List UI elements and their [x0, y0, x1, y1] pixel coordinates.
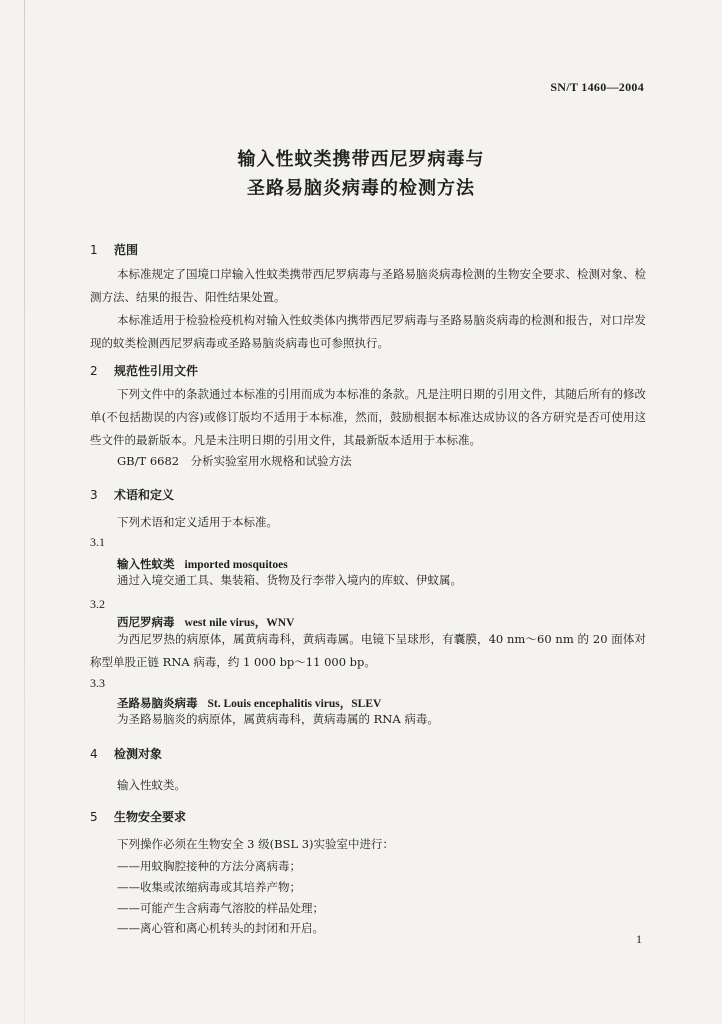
section-2-reference: GB/T 6682 分析实验室用水规格和试验方法	[117, 454, 352, 468]
title-line-1: 输入性蚊类携带西尼罗病毒与	[237, 149, 485, 170]
section-2-heading	[90, 362, 198, 379]
section-3-title: 术语和定义	[114, 488, 175, 502]
section-2-paragraph-1: 下列文件中的条款通过本标准的引用而成为本标准的条款。凡是注明日期的引用文件，其随后所有的修改单(不包括勘误的内容)或修订版均不适用于本标准，然而，鼓励根据本标准达成协议的各方研究是否可使用这些文件的最新版本。凡是未注明日期的引用文件，其最新版本适用于本标准。	[90, 387, 646, 447]
section-5-heading	[90, 808, 186, 825]
section-1-paragraph-2: 本标准适用于检验检疫机构对输入性蚊类体内携带西尼罗病毒与圣路易脑炎病毒的检测和报告，对口岸发现的蚊类检测西尼罗病毒或圣路易脑炎病毒也可参照执行。	[90, 313, 646, 350]
term-3-2-number: 3.2	[90, 597, 105, 611]
section-5-intro: 下列操作必须在生物安全 3 级(BSL 3)实验室中进行：	[117, 837, 395, 851]
section-2-number: 2	[90, 364, 98, 378]
term-3-2-cn: 西尼罗病毒	[117, 615, 175, 629]
section-4-heading	[90, 745, 162, 762]
section-2-title: 规范性引用文件	[114, 364, 199, 378]
term-3-3-cn: 圣路易脑炎病毒	[117, 696, 198, 710]
term-3-1-number: 3.1	[90, 535, 105, 549]
section-3-heading	[90, 486, 174, 503]
section-4-title: 检测对象	[114, 747, 163, 761]
page-number: 1	[636, 932, 642, 946]
section-1-heading	[90, 241, 138, 258]
term-3-3-number: 3.3	[90, 676, 105, 690]
section-5-number: 5	[90, 810, 98, 824]
term-3-3-definition: 为圣路易脑炎的病原体，属黄病毒科，黄病毒属的 RNA 病毒。	[117, 712, 439, 726]
title-line-2: 圣路易脑炎病毒的检测方法	[247, 178, 475, 199]
section-3-intro: 下列术语和定义适用于本标准。	[117, 515, 278, 529]
term-3-1-definition: 通过入境交通工具、集装箱、货物及行李带入境内的库蚊、伊蚊属。	[117, 573, 462, 587]
section-5-title: 生物安全要求	[114, 810, 187, 824]
term-3-1-en: imported mosquitoes	[184, 559, 288, 571]
term-3-2-en: west nile virus，WNV	[184, 617, 295, 629]
section-1-paragraph-1: 本标准规定了国境口岸输入性蚊类携带西尼罗病毒与圣路易脑炎病毒检测的生物安全要求、检测对象、检测方法、结果的报告、阳性结果处置。	[90, 267, 646, 304]
section-5-list-item: ——可能产生含病毒气溶胶的样品处理；	[117, 901, 324, 915]
term-3-2-definition: 为西尼罗热的病原体，属黄病毒科，黄病毒属。电镜下呈球形，有囊膜，40 nm～60 nm 的 20 面体对称型单股正链 RNA 病毒，约 1 000 bp～11 000 bp。	[90, 632, 646, 669]
section-5-list-item: ——用蚊胸腔接种的方法分离病毒；	[117, 859, 301, 873]
section-4-number: 4	[90, 747, 98, 761]
term-3-1-cn: 输入性蚊类	[117, 557, 175, 571]
term-3-3-en: St. Louis encephalitis virus，SLEV	[207, 698, 382, 710]
section-1-number: 1	[90, 243, 98, 257]
section-1-title: 范围	[114, 243, 139, 257]
standard-code: SN/T 1460—2004	[550, 80, 644, 94]
section-4-paragraph: 输入性蚊类。	[117, 778, 186, 792]
section-3-number: 3	[90, 488, 98, 502]
section-5-list-item: ——离心管和离心机转头的封闭和开启。	[117, 921, 324, 935]
section-5-list-item: ——收集或浓缩病毒或其培养产物；	[117, 880, 301, 894]
